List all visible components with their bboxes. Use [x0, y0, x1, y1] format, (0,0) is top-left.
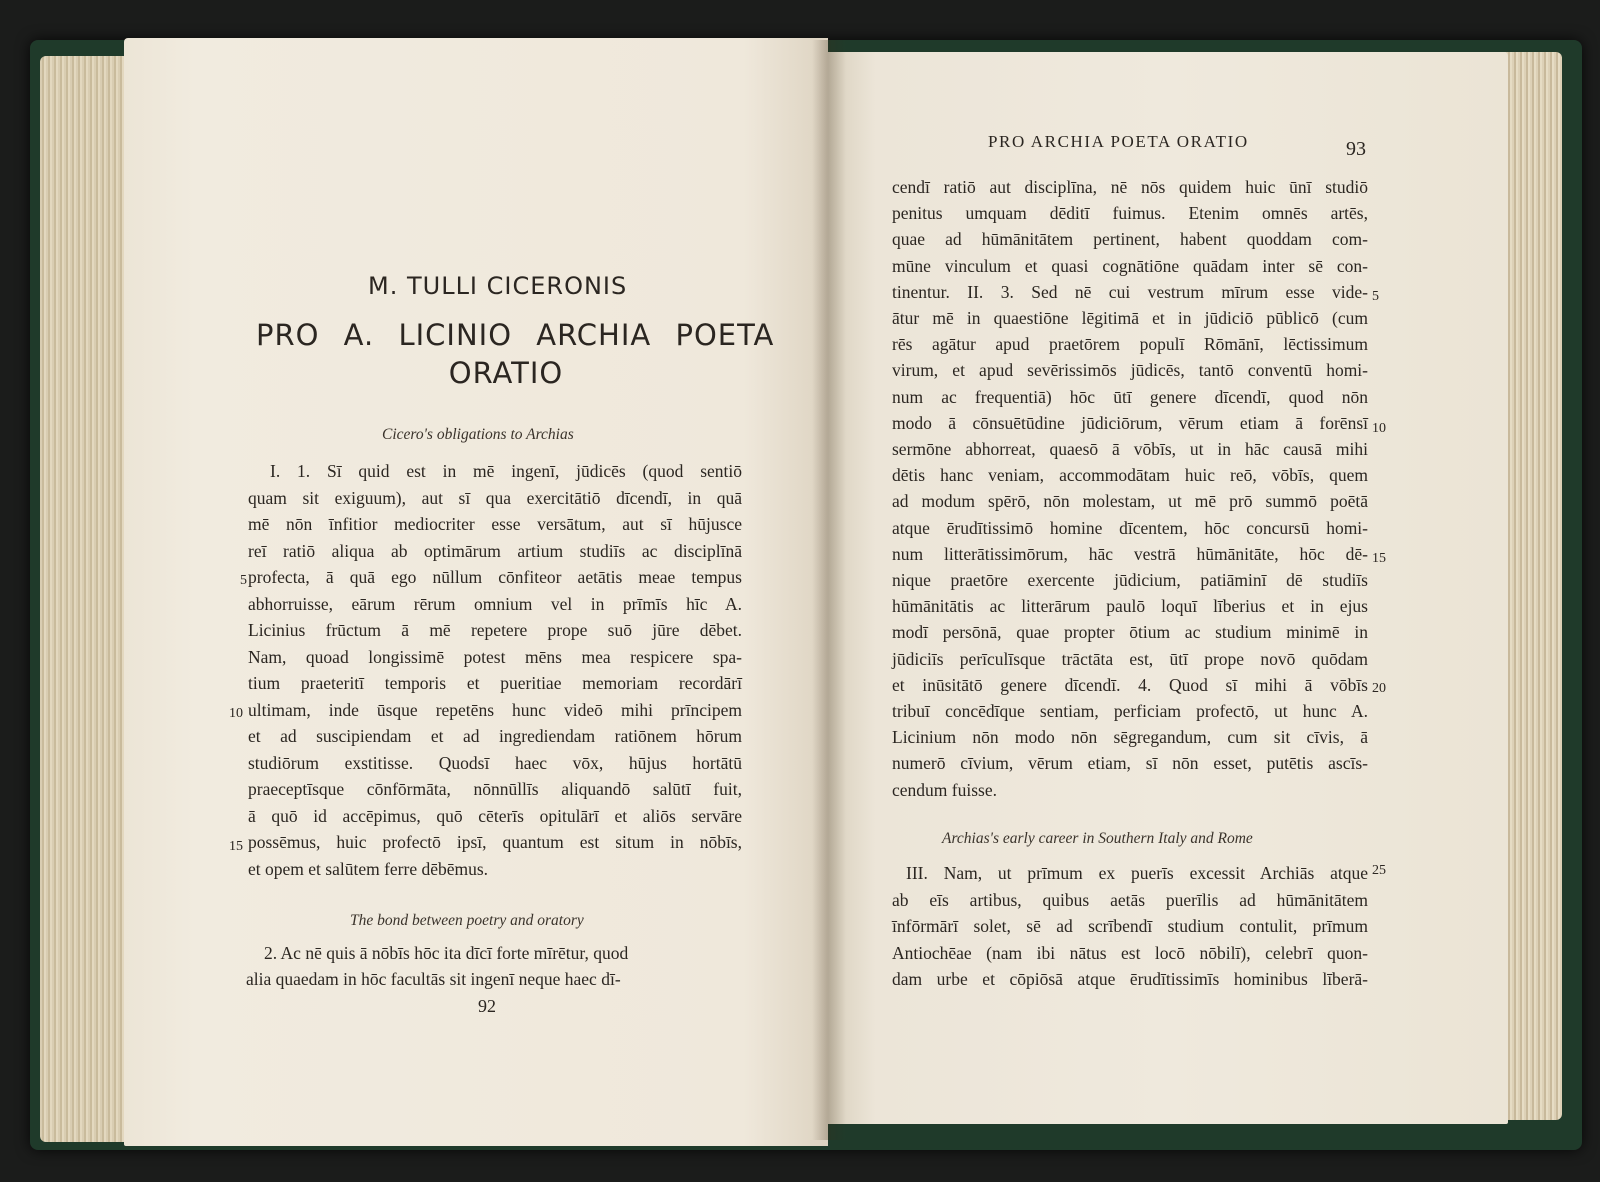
body-line: dētis hanc veniam, accommodātam huic reō, vōbīs, quem — [892, 465, 1368, 486]
book-gutter — [812, 40, 846, 1140]
body-line: atque ērudītissimō homine dīcentem, hōc concursū homi- — [892, 517, 1368, 538]
line-number: 5 — [1372, 289, 1379, 304]
title-line-2: ORATIO — [448, 356, 564, 390]
running-head: PRO ARCHIA POETA ORATIO — [988, 132, 1249, 151]
line-number: 10 — [1372, 421, 1386, 436]
page-edges-right — [1500, 52, 1562, 1120]
body-line: Licinius frūctum ā mē repetere prope suō jūre dēbet. — [248, 620, 742, 640]
body-line: modī persōnā, quae propter ōtium ac studium minimē in — [892, 622, 1368, 643]
body-line: tium praeteritī temporis et pueritiae memoriam recordārī — [248, 673, 742, 693]
body-line: praeceptīsque cōnfōrmāta, nōnnūllīs aliquandō salūtī fuit, — [248, 779, 742, 799]
line-number: 5 — [240, 573, 247, 588]
body-line: Antiochēae (nam ibi nātus est locō nōbilī), celebrī quon- — [892, 942, 1368, 963]
body-line: tinentur. II. 3. Sed nē cui vestrum mīrum esse vide- — [892, 281, 1368, 302]
body-line: penitus umquam dēditī fuimus. Etenim omnēs artēs, — [892, 203, 1368, 224]
body-line: cendī ratiō aut disciplīna, nē nōs quidem huic ūnī studiō — [892, 177, 1368, 197]
body-line: et opem et salūtem ferre dēbēmus. — [248, 858, 489, 879]
line-number: 15 — [1372, 551, 1386, 566]
body-line: quae ad hūmānitātem pertinent, habent quoddam com- — [892, 229, 1368, 250]
body-line: ad modum spērō, nōn molestam, ut mē prō summō poētā — [892, 491, 1368, 512]
body-line: ab eīs artibus, quibus aetās puerīlis ad hūmānitātem — [892, 889, 1368, 910]
body-line: cendum fuisse. — [892, 779, 997, 800]
body-line: Licinium nōn modo nōn sēgregandum, cum sit cīvis, ā — [892, 727, 1368, 748]
body-line: et inūsitātō genere dīcendī. 4. Quod sī mihi ā vōbīs — [892, 674, 1368, 695]
body-line: et ad suscipiendam et ad ingrediendam ratiōnem hōrum — [248, 726, 742, 746]
section-heading-obligations: Cicero's obligations to Archias — [382, 426, 574, 443]
section-heading-early-career: Archias's early career in Southern Italy and Rome — [942, 830, 1253, 847]
body-line: studiōrum exstitisse. Quodsī haec vōx, hūjus hortātū — [248, 752, 742, 773]
body-line: hūmānitātis ac litterārum paulō loquī līberius et in ejus — [892, 596, 1368, 617]
body-line: rēs agātur apud praetōrem populī Rōmānī, lēctissimum — [892, 334, 1368, 355]
section-heading-bond: The bond between poetry and oratory — [350, 912, 584, 929]
body-line: īnfōrmārī solet, sē ad scrībendī studium contulit, prīmum — [892, 916, 1368, 936]
page-number-left: 92 — [478, 996, 496, 1016]
body-line: Nam, quoad longissimē potest mēns mea respicere spa- — [248, 646, 742, 667]
body-line: ultimam, inde ūsque repetēns hunc videō mihi prīncipem — [248, 699, 742, 720]
body-line: ātur mē in quaestiōne lēgitimā et in jūdiciō pūblicō (cum — [892, 308, 1368, 328]
body-line: I. 1. Sī quid est in mē ingenī, jūdicēs (quod sentiō — [270, 461, 742, 481]
title-author: M. TULLI CICERONIS — [368, 272, 628, 300]
body-line: abhorruisse, eārum rērum omnium vel in prīmīs hīc A. — [248, 593, 742, 614]
body-line: profecta, ā quā ego nūllum cōnfiteor aetātis meae tempus — [248, 567, 742, 587]
body-line: mūne vinculum et quasi cognātiōne quādam inter sē con- — [892, 255, 1368, 276]
body-line: modo ā cōnsuētūdine jūdiciōrum, vērum etiam ā forēnsī — [892, 412, 1368, 433]
body-line: sermōne abhorreat, quaesō ā vōbīs, ut in hāc causā mihi — [892, 439, 1368, 459]
page-number-right: 93 — [1346, 138, 1366, 160]
body-line: numerō cīvium, vērum etiam, sī nōn esset, putētis ascīs- — [892, 753, 1368, 774]
line-number: 20 — [1372, 681, 1386, 696]
line-number: 10 — [229, 706, 243, 721]
title-line-1: PRO A. LICINIO ARCHIA POETA — [256, 318, 775, 352]
body-line: III. Nam, ut prīmum ex puerīs excessit Archiās atque — [906, 863, 1368, 883]
body-line: num litterātissimōrum, hāc vestrā hūmānitāte, hōc dē- — [892, 543, 1368, 564]
line-number: 15 — [229, 839, 243, 854]
body-line: quam sit exiguum), aut sī qua exercitātiō dīcendī, in quā — [248, 487, 742, 508]
body-line: jūdiciīs perīculīsque trāctāta est, ūtī prope novō quōdam — [892, 648, 1368, 669]
body-line: num ac frequentiā) hōc ūtī genere dīcendī, quod nōn — [892, 386, 1368, 407]
body-line: reī ratiō aliqua ab optimārum artium studiīs ac disciplīnā — [248, 540, 742, 561]
line-number: 25 — [1372, 863, 1386, 878]
body-line: ā quō id accēpimus, quō cēterīs opitulārī et aliōs servāre — [248, 805, 742, 826]
body-line: nique praetōre exercente jūdicium, patiāminī dē studiīs — [892, 570, 1368, 590]
body-line: dam urbe et cōpiōsā atque ērudītissimīs hominibus līberā- — [892, 969, 1368, 989]
left-body-line: alia quaedam in hōc facultās sit ingenī neque haec dī- — [246, 969, 621, 989]
body-line: virum, et apud sevērissimōs jūdicēs, tantō conventū homi- — [892, 360, 1368, 381]
body-line: tribuī concēdīque sentiam, perficiam profectō, ut hunc A. — [892, 701, 1368, 721]
left-body-line: 2. Ac nē quis ā nōbīs hōc ita dīcī forte mīrētur, quod — [264, 943, 629, 963]
body-line: mē nōn īnfitior mediocriter esse versātum, aut sī hūjusce — [248, 514, 742, 534]
body-line: possēmus, huic profectō ipsī, quantum est situm in nōbīs, — [248, 832, 742, 852]
